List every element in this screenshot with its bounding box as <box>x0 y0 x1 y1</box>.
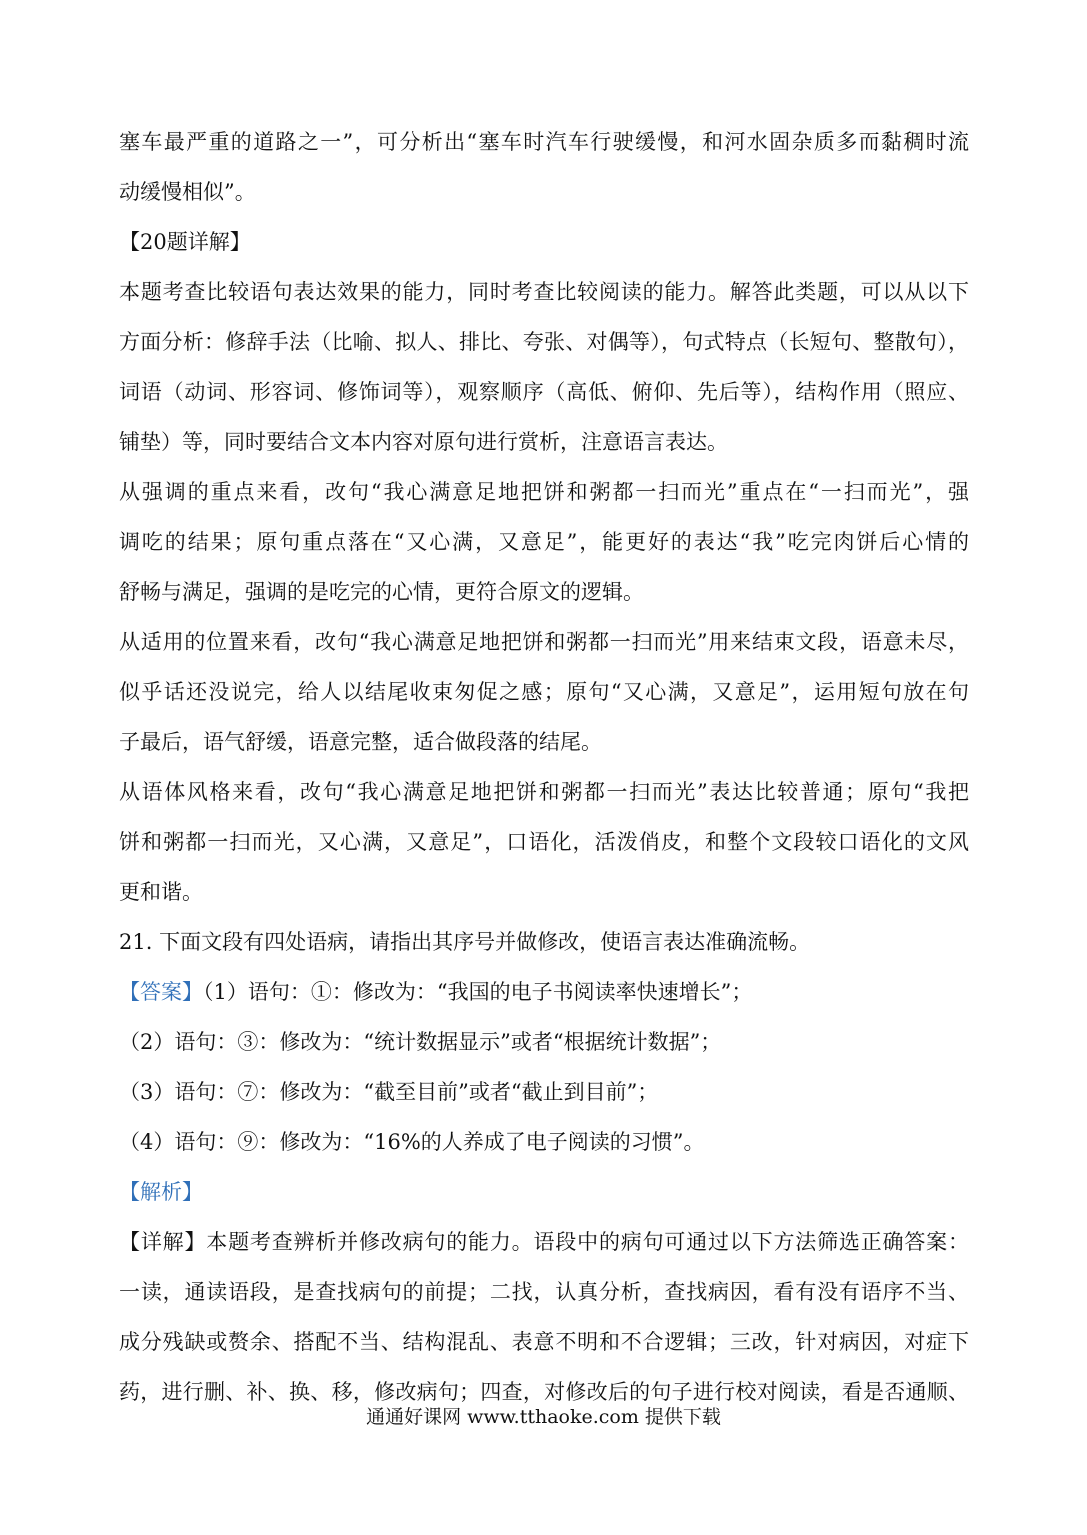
text-line: 从强调的重点来看，改句“我心满意足地把饼和粥都一扫而光”重点在“一扫而光”，强 <box>119 480 969 504</box>
text-line: 似乎话还没说完，给人以结尾收束匆促之感；原句“又心满，又意足”，运用短句放在句 <box>119 680 969 704</box>
text-line: 成分残缺或赘余、搭配不当、结构混乱、表意不明和不合逻辑；三改，针对病因，对症下 <box>119 1330 969 1354</box>
text-line: 从适用的位置来看，改句“我心满意足地把饼和粥都一扫而光”用来结束文段，语意未尽， <box>119 630 969 654</box>
text-line: 从语体风格来看，改句“我心满意足地把饼和粥都一扫而光”表达比较普通；原句“我把 <box>119 780 969 804</box>
text-line: 塞车最严重的道路之一”，可分析出“塞车时汽车行驶缓慢，和河水固杂质多而黏稠时流 <box>119 130 969 154</box>
answer-line: （4）语句：⑨：修改为：“16%的人养成了电子阅读的习惯”。 <box>119 1130 705 1154</box>
page-footer: 通通好课网 www.tthaoke.com 提供下载 <box>366 1406 721 1428</box>
text-line: 药，进行删、补、换、移，修改病句；四查，对修改后的句子进行校对阅读，看是否通顺、 <box>119 1380 969 1404</box>
text-line: 舒畅与满足，强调的是吃完的心情，更符合原文的逻辑。 <box>119 580 644 604</box>
text-line: 调吃的结果；原句重点落在“又心满，又意足”，能更好的表达“我”吃完肉饼后心情的 <box>119 530 969 554</box>
text-line: 方面分析：修辞手法（比喻、拟人、排比、夸张、对偶等），句式特点（长短句、整散句）， <box>119 330 969 354</box>
answer-line: （3）语句：⑦：修改为：“截至目前”或者“截止到目前”； <box>119 1080 659 1104</box>
question-21: 21. 下面文段有四处语病，请指出其序号并做修改，使语言表达准确流畅。 <box>119 930 811 954</box>
document-body <box>119 117 969 1417</box>
answer-text: （1）语句：①：修改为：“我国的电子书阅读率快速增长”； <box>203 980 753 1004</box>
section-heading-20: 【20题详解】 <box>119 230 251 254</box>
analysis-label: 【解析】 <box>119 1180 203 1204</box>
text-line: 更和谐。 <box>119 880 203 904</box>
text-line: 子最后，语气舒缓，语意完整，适合做段落的结尾。 <box>119 730 602 754</box>
text-line: 本题考查比较语句表达效果的能力，同时考查比较阅读的能力。解答此类题，可以从以下 <box>119 280 969 304</box>
answer-line <box>119 967 969 1017</box>
text-line: 铺垫）等，同时要结合文本内容对原句进行赏析，注意语言表达。 <box>119 430 728 454</box>
text-line: 动缓慢相似”。 <box>119 180 256 204</box>
answer-label: 【答案】 <box>119 980 203 1004</box>
text-line: 【详解】本题考查辨析并修改病句的能力。语段中的病句可通过以下方法筛选正确答案： <box>119 1230 969 1254</box>
text-line: 词语（动词、形容词、修饰词等），观察顺序（高低、俯仰、先后等），结构作用（照应、 <box>119 380 969 404</box>
answer-line: （2）语句：③：修改为：“统计数据显示”或者“根据统计数据”； <box>119 1030 722 1054</box>
text-line: 饼和粥都一扫而光，又心满，又意足”，口语化，活泼俏皮，和整个文段较口语化的文风 <box>119 830 969 854</box>
text-line: 一读，通读语段，是查找病句的前提；二找，认真分析，查找病因，看有没有语序不当、 <box>119 1280 969 1304</box>
